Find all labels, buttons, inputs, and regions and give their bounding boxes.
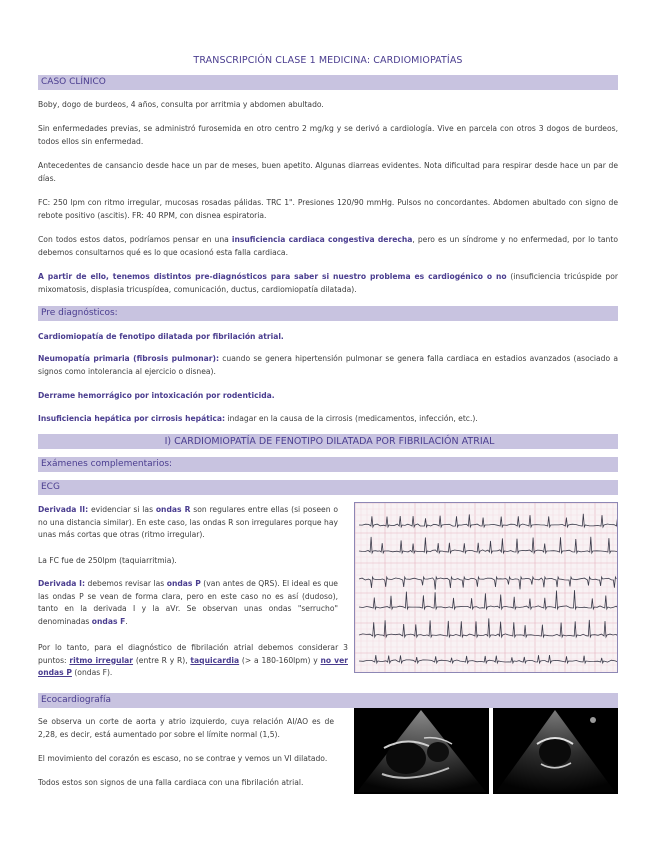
prediagnostico-3: Derrame hemorrágico por intoxicación por rodenticida. [38,391,275,400]
ecg-paragraph-2: La FC fue de 250lpm (taquiarritmia). [38,556,177,565]
prediagnosticos-header: Pre diagnósticos: [38,306,618,321]
prediagnostico-1: Cardiomiopatía de fenotipo dilatada por fibrilación atrial. [38,332,284,341]
caso-paragraph-5: Con todos estos datos, podríamos pensar en una insuficiencia cardiaca congestiva derecha, pero es un síndrome y no enfermedad, por lo tanto debemos consultarnos qué es lo que ocasionó esta falla cardiaca. [38,235,618,257]
ecg-header: ECG [38,480,618,495]
ecg-trace [359,514,617,527]
eco-paragraph-2: El movimiento del corazón es escaso, no se contrae y vemos un VI dilatado. [38,754,328,763]
ecg-paragraph-4: Por lo tanto, para el diagnóstico de fibrilación atrial debemos considerar 3 puntos: ritmo irregular (entre R y R), taquicardia (> a 180-160lpm) y no ver ondas P (ondas F). [38,643,348,677]
ecg-paragraph-3: Derivada I: debemos revisar las ondas P (van antes de QRS). El ideal es que las ondas P se vean de forma clara, pero en este caso no es así (dudoso), tanto en la derivada I y la aVr. Se observan unas ondas "serrucho" denominadas ondas F. [38,579,338,626]
eco-paragraph-3: Todos estos son signos de una falla cardiaca con una fibrilación atrial. [38,778,304,787]
ecg-paragraph-1: Derivada II: evidenciar si las ondas R son regulares entre ellas (si poseen o no una distancia similar). En este caso, las ondas R son irregulares porque hay unas más cortas que otras (ritmo irregular). [38,505,338,539]
caso-paragraph-3: Antecedentes de cansancio desde hace un par de meses, buen apetito. Algunas diarreas evidentes. Nota dificultad para respirar desde hace un par de días. [38,161,618,183]
section-1-header: I) CARDIOMIOPATÍA DE FENOTIPO DILATADA POR FIBRILACIÓN ATRIAL [38,434,618,449]
ecg-trace [359,577,616,590]
ecg-trace [359,618,617,637]
caso-paragraph-2: Sin enfermedades previas, se administró furosemida en otro centro 2 mg/kg y se derivó a cardiología. Vive en parcela con otros 3 dogos de burdeos, todos ellos sin enfermedad. [38,124,618,146]
echo-image-left [354,708,489,794]
prediagnostico-2: Neumopatía primaria (fibrosis pulmonar): cuando se genera hipertensión pulmonar se genera falla cardiaca en estadios avanzados (asociado a signos como intolerancia al ejercicio o disnea). [38,354,618,376]
document-title: TRANSCRIPCIÓN CLASE 1 MEDICINA: CARDIOMIOPATÍAS [193,55,463,66]
ecg-traces [355,503,617,672]
prediagnostico-4: Insuficiencia hepática por cirrosis hepática: indagar en la causa de la cirrosis (medicamentos, infección, etc.). [38,414,478,423]
caso-paragraph-6: A partir de ello, tenemos distintos pre-diagnósticos para saber si nuestro problema es cardiogénico o no (insuficiencia tricúspide por mixomatosis, displasia tricuspídea, comunicación, ductus, cardiomiopatía dilatada). [38,272,618,294]
caso-paragraph-1: Boby, dogo de burdeos, 4 años, consulta por arritmia y abdomen abultado. [38,100,324,109]
eco-paragraph-1: Se observa un corte de aorta y atrio izquierdo, cuya relación AI/AO es de 2,28, es decir, está aumentado por sobre el límite normal (1,5). [38,717,334,739]
examenes-header: Exámenes complementarios: [38,457,618,472]
echo-image-right [493,708,618,794]
caso-clinico-header: CASO CLÍNICO [38,75,618,90]
ecocardiografia-header: Ecocardiografía [38,693,618,708]
ecg-strip-image [354,502,618,673]
caso-paragraph-4: FC: 250 lpm con ritmo irregular, mucosas rosadas pálidas. TRC 1". Presiones 120/90 mmHg. Pulsos no concordantes. Abdomen abultado con signo de rebote positivo (ascitis). FR: 40 RPM, con disnea espiratoria. [38,198,618,220]
